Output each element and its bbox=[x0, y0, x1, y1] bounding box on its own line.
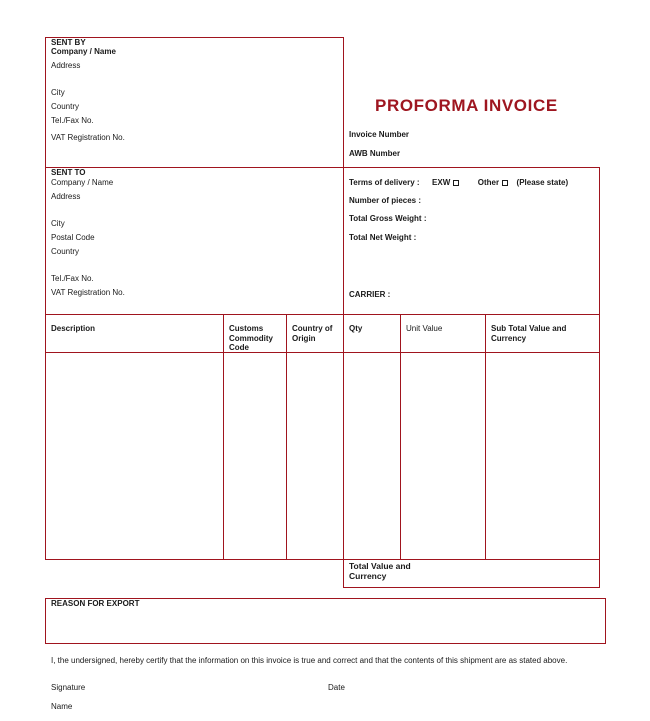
column-customs-line-2: Commodity bbox=[229, 333, 273, 343]
sent-by-company-label: Company / Name bbox=[51, 47, 116, 56]
sent-by-tel-label: Tel./Fax No. bbox=[51, 116, 94, 125]
gross-weight-label: Total Gross Weight : bbox=[349, 214, 427, 223]
sent-to-heading: SENT TO bbox=[51, 168, 86, 177]
column-unit-value: Unit Value bbox=[406, 324, 443, 333]
sent-to-company-label: Company / Name bbox=[51, 178, 114, 187]
net-weight-label: Total Net Weight : bbox=[349, 233, 417, 242]
column-divider-3 bbox=[343, 314, 344, 560]
name-label: Name bbox=[51, 702, 73, 711]
sent-to-city-label: City bbox=[51, 219, 65, 228]
column-qty: Qty bbox=[349, 324, 363, 333]
date-label: Date bbox=[328, 683, 345, 692]
other-label: Other bbox=[477, 178, 500, 187]
column-origin-line-1: Country of bbox=[292, 324, 333, 333]
sent-by-vat-label: VAT Registration No. bbox=[51, 133, 125, 142]
please-state-label: (Please state) bbox=[516, 178, 569, 187]
sent-by-heading: SENT BY bbox=[51, 38, 86, 47]
terms-of-delivery-row bbox=[349, 178, 568, 188]
total-value-line-2: Currency bbox=[349, 571, 387, 581]
document-title: PROFORMA INVOICE bbox=[375, 96, 558, 115]
column-customs-line-1: Customs bbox=[229, 324, 264, 333]
sent-to-postal-label: Postal Code bbox=[51, 233, 95, 242]
terms-of-delivery-label: Terms of delivery : bbox=[349, 178, 420, 187]
number-of-pieces-label: Number of pieces : bbox=[349, 196, 422, 205]
invoice-number-label: Invoice Number bbox=[349, 130, 410, 139]
carrier-label: CARRIER : bbox=[349, 290, 391, 299]
total-value-label bbox=[349, 561, 411, 581]
column-divider-2 bbox=[286, 314, 287, 560]
exw-checkbox[interactable] bbox=[453, 180, 459, 186]
column-divider-4 bbox=[400, 314, 401, 560]
column-origin-line-2: Origin bbox=[292, 333, 316, 343]
column-subtotal bbox=[491, 324, 566, 343]
exw-label: EXW bbox=[432, 178, 451, 187]
items-table-header-line bbox=[45, 352, 600, 353]
column-divider-1 bbox=[223, 314, 224, 560]
column-customs-code bbox=[229, 324, 273, 353]
sent-by-address-label: Address bbox=[51, 61, 81, 70]
sent-to-box bbox=[45, 167, 600, 315]
total-value-line-1: Total Value and bbox=[349, 561, 411, 571]
column-country-of-origin bbox=[292, 324, 332, 343]
signature-label: Signature bbox=[51, 683, 86, 692]
items-table bbox=[45, 314, 600, 560]
other-checkbox[interactable] bbox=[502, 180, 508, 186]
reason-for-export-heading: REASON FOR EXPORT bbox=[51, 599, 140, 608]
sent-to-country-label: Country bbox=[51, 247, 80, 256]
certification-statement: I, the undersigned, hereby certify that the information on this invoice is true and correct and that the contents of this shipment are as stated above. bbox=[51, 656, 568, 665]
column-divider-5 bbox=[485, 314, 486, 560]
sent-by-city-label: City bbox=[51, 88, 65, 97]
awb-number-label: AWB Number bbox=[349, 149, 401, 158]
column-subtotal-line-1: Sub Total Value and bbox=[491, 324, 567, 333]
column-description: Description bbox=[51, 324, 96, 333]
column-subtotal-line-2: Currency bbox=[491, 333, 527, 343]
sent-to-address-label: Address bbox=[51, 192, 81, 201]
column-customs-line-3: Code bbox=[229, 343, 249, 352]
sent-to-tel-label: Tel./Fax No. bbox=[51, 274, 94, 283]
sent-to-divider bbox=[343, 167, 344, 315]
sent-by-country-label: Country bbox=[51, 102, 80, 111]
sent-to-vat-label: VAT Registration No. bbox=[51, 288, 125, 297]
